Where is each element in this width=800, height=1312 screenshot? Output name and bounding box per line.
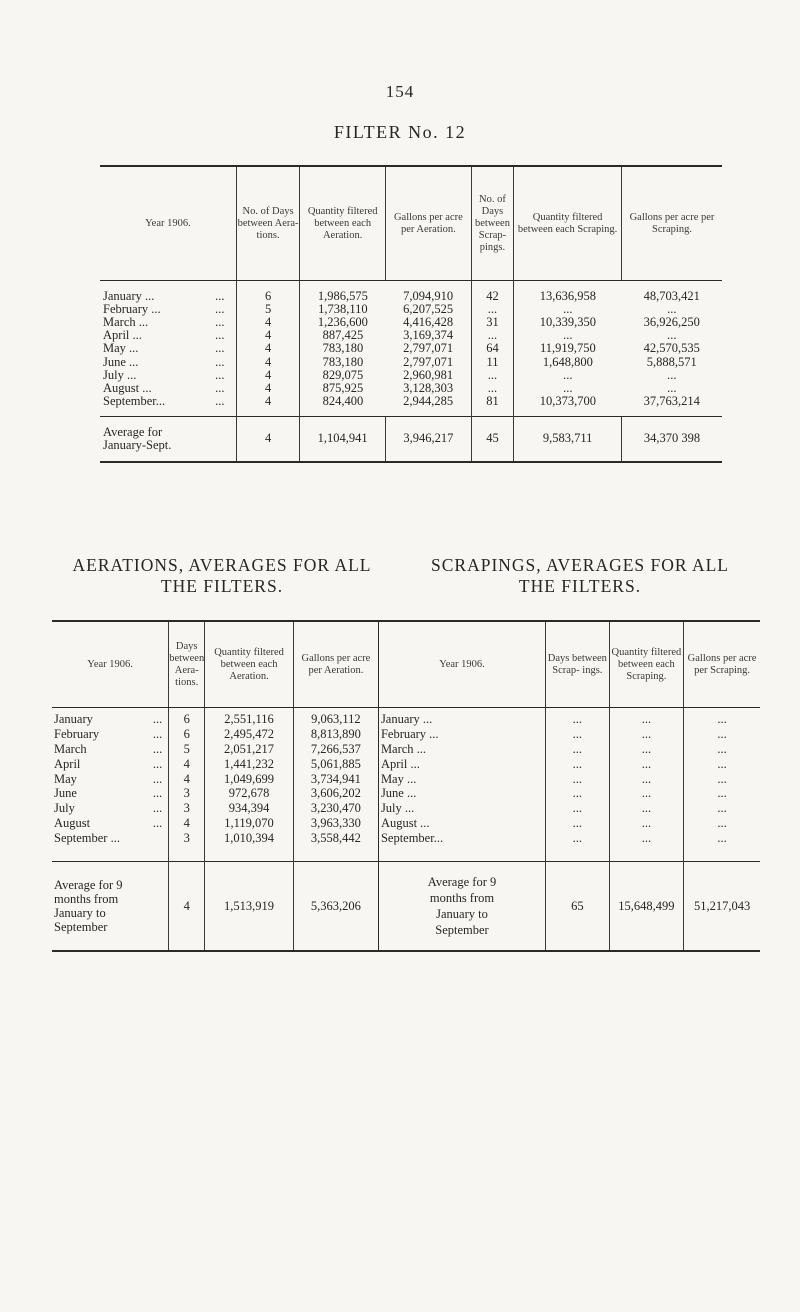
quantity-aeration: 783,180 — [300, 355, 386, 368]
leader-dots: ... — [215, 354, 225, 369]
gallons-scraping: 5,888,571 — [646, 354, 697, 369]
quantity-aeration: 783,180 — [300, 342, 386, 355]
month-name: January — [54, 712, 93, 727]
quantity-aeration: 1,986,575 — [300, 281, 386, 304]
month-name: July — [54, 801, 75, 816]
gallons-scraping: 34,370 398 — [622, 416, 723, 462]
leader-dots: ... — [152, 786, 163, 801]
month-label — [52, 830, 169, 861]
gallons-aeration: 2,797,071 — [403, 354, 454, 369]
gallons-aeration: 3,946,217 — [386, 416, 472, 462]
days-scraping: ... — [546, 742, 610, 757]
header-days-scraping: No. of Days between Scrap- pings. — [471, 166, 513, 281]
days-scraping: ... — [471, 369, 513, 382]
days-aeration: 4 — [236, 416, 299, 462]
gallons-aeration: 5,061,885 — [293, 756, 378, 771]
header-gallons-aeration: Gallons per acre per Aeration. — [293, 621, 378, 708]
quantity-aeration: 934,394 — [205, 801, 294, 816]
quantity-scraping: ... — [514, 369, 622, 382]
quantity-scraping: ... — [609, 742, 684, 757]
leader-dots: ... — [215, 315, 225, 330]
header-quantity-scraping: Quantity filtered between each Scraping. — [514, 166, 622, 281]
month-label-b: August ... — [378, 816, 545, 831]
days-aeration: 6 — [169, 727, 205, 742]
quantity-scraping: ... — [514, 329, 622, 342]
leader-dots: ... — [152, 771, 163, 786]
quantity-scraping: 13,636,958 — [514, 281, 622, 304]
gallons-scraping: ... — [684, 727, 760, 742]
table-row — [52, 727, 760, 742]
table-row — [52, 786, 760, 801]
quantity-aeration: 972,678 — [205, 786, 294, 801]
month-label-b: May ... — [378, 771, 545, 786]
month-name: April — [54, 756, 81, 771]
month-name: May — [54, 771, 77, 786]
gallons-aeration: 7,094,910 — [403, 289, 454, 304]
table-row — [100, 316, 722, 329]
days-aeration: 3 — [169, 830, 205, 861]
gallons-scraping: 42,570,535 — [643, 341, 700, 356]
table-header-row — [52, 621, 760, 708]
section-title-line: THE FILTERS. — [518, 576, 642, 596]
month-label: February ... — [103, 302, 161, 317]
month-label-b: June ... — [378, 786, 545, 801]
month-label — [52, 727, 169, 742]
quantity-scraping: ... — [609, 771, 684, 786]
gallons-aeration: 2,960,981 — [403, 367, 454, 382]
section-title-line: THE FILTERS. — [160, 576, 284, 596]
average-label — [100, 416, 236, 462]
days-scraping: ... — [471, 303, 513, 316]
month-label — [52, 816, 169, 831]
section-title-line: SCRAPINGS, AVERAGES FOR ALL — [431, 555, 729, 575]
gallons-scraping: ... — [684, 786, 760, 801]
header-gallons-aeration: Gallons per acre per Aeration. — [386, 166, 472, 281]
quantity-scraping: 11,919,750 — [514, 342, 622, 355]
month-label — [52, 708, 169, 727]
month-label: July ... — [103, 367, 137, 382]
gallons-aeration: 5,363,206 — [293, 862, 378, 952]
quantity-aeration: 875,925 — [300, 382, 386, 395]
month-label — [52, 742, 169, 757]
header-year-b: Year 1906. — [378, 621, 545, 708]
gallons-aeration: 6,207,525 — [403, 302, 454, 317]
quantity-aeration: 1,441,232 — [205, 756, 294, 771]
leader-dots: ... — [152, 727, 163, 742]
average-label-right — [378, 862, 545, 952]
page-number: 154 — [385, 82, 415, 101]
leader-dots: ... — [215, 341, 225, 356]
average-label-line: months from — [429, 891, 495, 906]
gallons-scraping: ... — [667, 328, 677, 343]
month-label: January ... — [103, 289, 155, 304]
table-row — [100, 382, 722, 395]
month-label-b: April ... — [378, 756, 545, 771]
aerations-section-title — [52, 555, 392, 597]
table-row — [52, 801, 760, 816]
quantity-scraping: ... — [609, 756, 684, 771]
month-label: June ... — [103, 354, 139, 369]
table-row — [52, 816, 760, 831]
month-label: August ... — [103, 380, 152, 395]
month-name: June — [54, 786, 77, 801]
month-label-b: January ... — [378, 708, 545, 727]
header-days-aeration: No. of Days between Aera- tions. — [236, 166, 299, 281]
days-aeration: 6 — [236, 281, 299, 304]
month-label-b: September... — [378, 830, 545, 861]
gallons-scraping: ... — [684, 830, 760, 861]
table-header-row — [100, 166, 722, 281]
quantity-aeration: 829,075 — [300, 369, 386, 382]
average-label-line: January-Sept. — [103, 437, 172, 452]
average-label-line: Average for 9 — [427, 875, 497, 890]
quantity-scraping: 10,373,700 — [514, 395, 622, 417]
header-year: Year 1906. — [52, 621, 169, 708]
header-year: Year 1906. — [100, 166, 236, 281]
quantity-scraping: 10,339,350 — [514, 316, 622, 329]
header-quantity-aeration: Quantity filtered between each Aeration. — [205, 621, 294, 708]
gallons-scraping: ... — [667, 302, 677, 317]
gallons-scraping: ... — [667, 380, 677, 395]
averages-all-filters-table — [52, 620, 760, 952]
gallons-aeration: 2,797,071 — [403, 341, 454, 356]
quantity-aeration: 1,738,110 — [300, 303, 386, 316]
gallons-scraping: 36,926,250 — [643, 315, 700, 330]
days-aeration: 4 — [169, 862, 205, 952]
days-aeration: 3 — [169, 801, 205, 816]
gallons-aeration: 3,128,303 — [403, 380, 454, 395]
header-days-aeration: Days between Aera- tions. — [169, 621, 205, 708]
days-aeration: 4 — [236, 316, 299, 329]
table-row — [100, 355, 722, 368]
days-scraping: ... — [546, 727, 610, 742]
gallons-aeration: 3,963,330 — [293, 816, 378, 831]
gallons-aeration: 3,606,202 — [293, 786, 378, 801]
gallons-scraping: 48,703,421 — [643, 289, 700, 304]
month-name: February — [54, 727, 100, 742]
header-days-scraping: Days between Scrap- ings. — [546, 621, 610, 708]
month-label — [52, 756, 169, 771]
table-row — [52, 830, 760, 861]
table-row — [52, 708, 760, 727]
leader-dots: ... — [215, 367, 225, 382]
leader-dots: ... — [152, 756, 163, 771]
days-aeration: 4 — [236, 329, 299, 342]
days-scraping: ... — [546, 816, 610, 831]
days-aeration: 4 — [236, 382, 299, 395]
gallons-aeration: 7,266,537 — [293, 742, 378, 757]
quantity-aeration: 824,400 — [300, 395, 386, 417]
days-aeration: 4 — [236, 395, 299, 417]
days-scraping: ... — [546, 830, 610, 861]
quantity-scraping: 1,648,800 — [514, 355, 622, 368]
header-quantity-scraping: Quantity filtered between each Scraping. — [609, 621, 684, 708]
days-scraping: ... — [546, 771, 610, 786]
month-label: September... — [103, 393, 166, 408]
table-row — [52, 756, 760, 771]
quantity-aeration: 1,049,699 — [205, 771, 294, 786]
days-aeration: 3 — [169, 786, 205, 801]
average-row — [52, 862, 760, 952]
table-row — [100, 342, 722, 355]
quantity-aeration: 2,495,472 — [205, 727, 294, 742]
gallons-scraping: ... — [684, 756, 760, 771]
days-scraping: 42 — [471, 281, 513, 304]
month-label: April ... — [103, 328, 142, 343]
gallons-scraping: ... — [684, 816, 760, 831]
month-label-b: March ... — [378, 742, 545, 757]
leader-dots: ... — [152, 712, 163, 727]
quantity-aeration: 1,119,070 — [205, 816, 294, 831]
leader-dots: ... — [152, 815, 163, 830]
average-label-line: Average for 9 — [54, 878, 123, 893]
days-aeration: 5 — [169, 742, 205, 757]
table-row — [100, 395, 722, 417]
quantity-aeration: 2,051,217 — [205, 742, 294, 757]
gallons-scraping: ... — [667, 367, 677, 382]
days-scraping: ... — [471, 382, 513, 395]
days-scraping: ... — [546, 786, 610, 801]
gallons-scraping: 51,217,043 — [684, 862, 760, 952]
days-scraping: 65 — [546, 862, 610, 952]
table-row — [100, 281, 722, 304]
filter-12-table — [100, 165, 722, 463]
month-label: May ... — [103, 341, 139, 356]
header-gallons-scraping: Gallons per acre per Scraping. — [684, 621, 760, 708]
days-aeration: 4 — [169, 771, 205, 786]
days-aeration: 4 — [236, 369, 299, 382]
quantity-scraping: ... — [609, 727, 684, 742]
month-name: August — [54, 815, 91, 830]
month-label: March ... — [103, 315, 149, 330]
days-scraping: ... — [546, 801, 610, 816]
header-gallons-scraping: Gallons per acre per Scraping. — [622, 166, 723, 281]
table-row — [100, 369, 722, 382]
quantity-aeration: 2,551,116 — [205, 708, 294, 727]
table-row — [52, 742, 760, 757]
quantity-aeration: 1,010,394 — [205, 830, 294, 861]
leader-dots: ... — [215, 289, 225, 304]
days-scraping: 64 — [471, 342, 513, 355]
quantity-scraping: ... — [609, 816, 684, 831]
gallons-scraping: ... — [684, 801, 760, 816]
gallons-scraping: ... — [684, 771, 760, 786]
days-scraping: ... — [471, 329, 513, 342]
gallons-scraping: ... — [684, 742, 760, 757]
quantity-scraping: ... — [609, 708, 684, 727]
days-scraping: 31 — [471, 316, 513, 329]
quantity-scraping: ... — [514, 303, 622, 316]
quantity-scraping: ... — [609, 830, 684, 861]
month-name: March — [54, 741, 87, 756]
quantity-aeration: 1,513,919 — [205, 862, 294, 952]
leader-dots: ... — [152, 801, 163, 816]
days-aeration: 6 — [169, 708, 205, 727]
page-title: FILTER No. 12 — [333, 122, 467, 142]
average-row — [100, 416, 722, 462]
month-label — [52, 771, 169, 786]
gallons-aeration: 3,558,442 — [293, 830, 378, 861]
average-label-line: Average for — [103, 424, 163, 439]
days-scraping: ... — [546, 708, 610, 727]
average-label-line: January to — [54, 906, 106, 921]
quantity-scraping: 9,583,711 — [514, 416, 622, 462]
month-label-b: February ... — [378, 727, 545, 742]
days-aeration: 4 — [236, 342, 299, 355]
days-aeration: 4 — [169, 756, 205, 771]
average-label-line: September — [54, 920, 108, 935]
quantity-scraping: ... — [609, 801, 684, 816]
gallons-aeration: 8,813,890 — [293, 727, 378, 742]
table-row — [100, 303, 722, 316]
quantity-aeration: 1,104,941 — [300, 416, 386, 462]
days-scraping: 11 — [471, 355, 513, 368]
quantity-scraping: ... — [514, 382, 622, 395]
days-aeration: 4 — [169, 816, 205, 831]
scrapings-section-title — [400, 555, 760, 597]
leader-dots: ... — [215, 380, 225, 395]
quantity-aeration: 887,425 — [300, 329, 386, 342]
days-aeration: 5 — [236, 303, 299, 316]
quantity-aeration: 1,236,600 — [300, 316, 386, 329]
days-aeration: 4 — [236, 355, 299, 368]
leader-dots: ... — [152, 741, 163, 756]
gallons-aeration: 2,944,285 — [403, 393, 454, 408]
table-row — [100, 329, 722, 342]
gallons-aeration: 3,230,470 — [293, 801, 378, 816]
gallons-scraping: ... — [684, 708, 760, 727]
days-scraping: 45 — [471, 416, 513, 462]
table-row — [52, 771, 760, 786]
days-scraping: 81 — [471, 395, 513, 417]
month-name: September ... — [54, 830, 120, 845]
month-label-b: July ... — [378, 801, 545, 816]
average-label-line: January to — [436, 907, 488, 922]
average-label-line: months from — [54, 892, 119, 907]
leader-dots: ... — [215, 393, 225, 408]
section-title-line: AERATIONS, AVERAGES FOR ALL — [72, 555, 372, 575]
gallons-aeration: 4,416,428 — [403, 315, 454, 330]
gallons-aeration: 9,063,112 — [293, 708, 378, 727]
average-label-left — [52, 862, 169, 952]
header-quantity-aeration: Quantity filtered between each Aeration. — [300, 166, 386, 281]
average-label-line: September — [435, 923, 489, 938]
month-label — [52, 786, 169, 801]
gallons-scraping: 37,763,214 — [643, 393, 700, 408]
gallons-aeration: 3,734,941 — [293, 771, 378, 786]
leader-dots: ... — [215, 328, 225, 343]
gallons-aeration: 3,169,374 — [403, 328, 454, 343]
days-scraping: ... — [546, 756, 610, 771]
quantity-scraping: ... — [609, 786, 684, 801]
quantity-scraping: 15,648,499 — [609, 862, 684, 952]
month-label — [52, 801, 169, 816]
leader-dots: ... — [215, 302, 225, 317]
